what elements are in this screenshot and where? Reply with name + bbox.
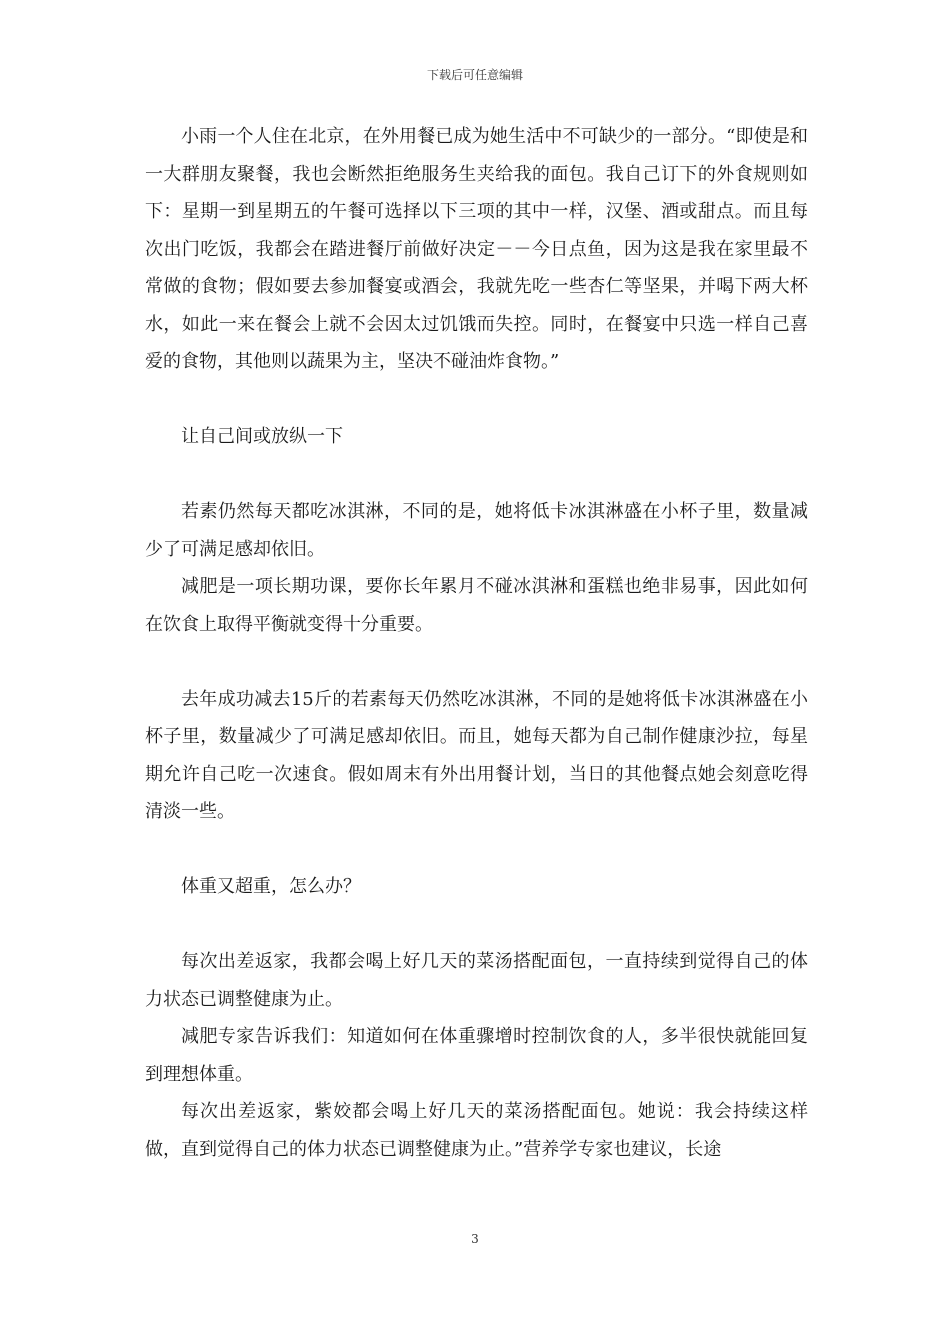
page-number: 3 <box>471 1232 479 1246</box>
section-heading-overweight: 体重又超重，怎么办？ <box>181 876 361 897</box>
paragraph-zijiao-soup: 每次出差返家，紫姣都会喝上好几天的菜汤搭配面包。她说：我会持续这样做，直到觉得自己的体力状态已调整健康为止。”营养学专家也建议，长途 <box>145 1101 808 1160</box>
paragraph-xiaoyu-dining-rules: 小雨一个人住在北京，在外用餐已成为她生活中不可缺少的一部分。“即使是和一大群朋友聚餐，我也会断然拒绝服务生夹给我的面包。我自己订下的外食规则如下：星期一到星期五的午餐可选择以下三项的其中一样，汉堡、酒或甜点。而且每次出门吃饭，我都会在踏进餐厅前做好决定－－今日点鱼，因为这是我在家里最不常做的食物；假如要去参加餐宴或酒会，我就先吃一些杏仁等坚果，并喝下两大杯水，如此一来在餐会上就不会因太过饥饿而失控。同时，在餐宴中只选一样自己喜爱的食物，其他则以蔬果为主，坚决不碰油炸食物。” <box>145 126 808 372</box>
paragraph-ruosu-icecream: 若素仍然每天都吃冰淇淋，不同的是，她将低卡冰淇淋盛在小杯子里，数量减少了可满足感却依旧。 <box>145 501 808 560</box>
page-header: 下载后可任意编辑 <box>426 68 523 82</box>
paragraph-expert-advice: 减肥专家告诉我们：知道如何在体重骤增时控制饮食的人，多半很快就能回复到理想体重。 <box>145 1026 808 1085</box>
paragraph-gap <box>145 381 808 419</box>
section-heading-indulge: 让自己间或放纵一下 <box>181 426 343 447</box>
paragraph-ruosu-lost-weight: 去年成功减去15斤的若素每天仍然吃冰淇淋，不同的是她将低卡冰淇淋盛在小杯子里，数量减少了可满足感却依旧。而且，她每天都为自己制作健康沙拉，每星期允许自己吃一次速食。假如周末有外出用餐计划，当日的其他餐点她会刻意吃得清淡一些。 <box>145 688 808 822</box>
document-body <box>145 118 808 1168</box>
paragraph-business-trip-soup: 每次出差返家，我都会喝上好几天的菜汤搭配面包，一直持续到觉得自己的体力状态已调整健康为止。 <box>145 951 808 1010</box>
paragraph-long-term-balance: 减肥是一项长期功课，要你长年累月不碰冰淇淋和蛋糕也绝非易事，因此如何在饮食上取得平衡就变得十分重要。 <box>145 576 808 635</box>
paragraph-gap <box>145 456 808 494</box>
paragraph-gap <box>145 831 808 869</box>
paragraph-gap <box>145 643 808 681</box>
paragraph-gap <box>145 906 808 944</box>
